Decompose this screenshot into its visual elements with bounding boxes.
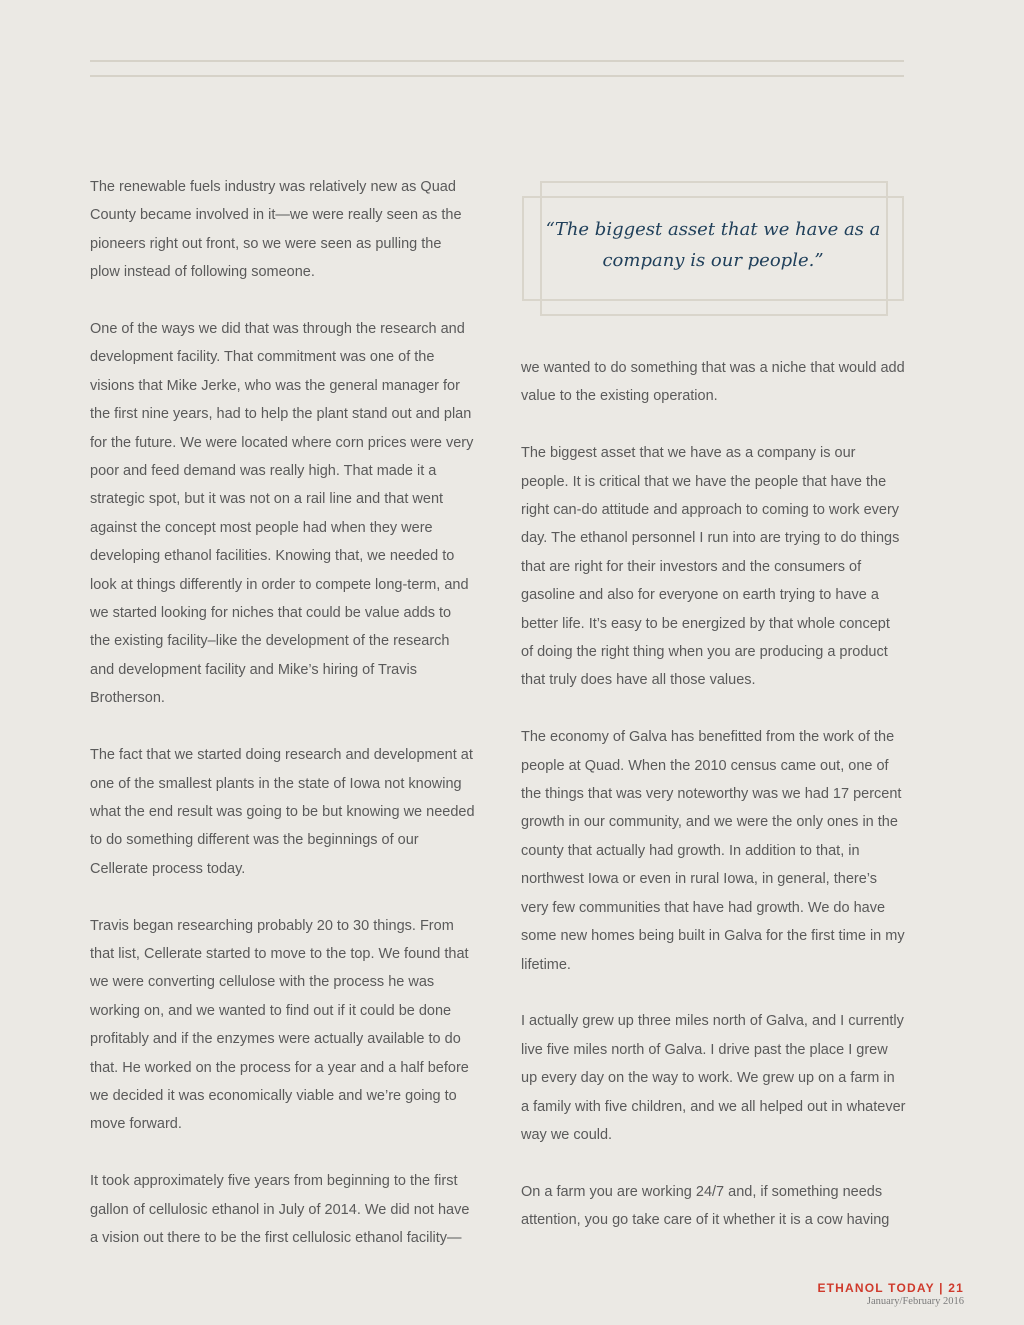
- paragraph: The fact that we started doing research and development at one of the smallest plants in the state of Iowa not knowing what the end result was going to be but knowing we needed to do something different was the beginnings of our Cellerate process today.: [90, 747, 475, 877]
- paragraph: On a farm you are working 24/7 and, if something needs attention, you go take care of it whether it is a cow having: [521, 1183, 890, 1229]
- paragraph: I actually grew up three miles north of Galva, and I currently live five miles north of Galva. I drive past the place I grew up every day on the way to work. We grew up on a farm in a family with five children, and we all helped out in whatever way we could.: [521, 1013, 906, 1143]
- paragraph: The biggest asset that we have as a company is our people. It is critical that we have the people that have the right can-do attitude and approach to coming to work every day. The ethanol personnel I run into are trying to do things that are right for their investors and the consumers of gasoline and also for everyone on earth trying to have a better life. It’s easy to be energized by that whole concept of doing the right thing when you are producing a product that truly does have all those values.: [521, 445, 900, 689]
- pull-quote-text: “The biggest asset that we have as a company is our people.”: [545, 219, 881, 271]
- paragraph: we wanted to do something that was a niche that would add value to the existing operation.: [521, 360, 905, 405]
- paragraph: It took approximately five years from beginning to the first gallon of cellulosic ethanol in July of 2014. We did not have a vision out there to be the first cellulosic ethanol facility—: [90, 1173, 470, 1246]
- paragraph: Travis began researching probably 20 to 30 things. From that list, Cellerate started to move to the top. We found that we were converting cellulose with the process he was working on, and we wanted to find out if it could be done profitably and if the enzymes were actually available to do that. He worked on the process for a year and a half before we decided it was economically viable and we’re going to move forward.: [90, 917, 469, 1133]
- publication-page-number: ETHANOL TODAY | 21: [817, 1281, 964, 1295]
- paragraph: The renewable fuels industry was relatively new as Quad County became involved in it—we were really seen as the pioneers right out front, so we were seen as pulling the plow instead of following someone.: [90, 179, 462, 281]
- header-rule-bottom: [90, 75, 904, 77]
- pull-quote-box: [522, 181, 904, 316]
- paragraph: One of the ways we did that was through the research and development facility. That commitment was one of the visions that Mike Jerke, who was the general manager for the first nine years, had to help the plant stand out and plan for the future. We were located where corn prices were very poor and feed demand was really high. That made it a strategic spot, but it was not on a rail line and that went against the concept most people had when they were developing ethanol facilities. Knowing that, we needed to look at things differently in order to compete long-term, and we started looking for niches that could be value adds to the existing facility–like the development of the research and development facility and Mike’s hiring of Travis Brotherson.: [90, 321, 474, 707]
- paragraph: The economy of Galva has benefitted from the work of the people at Quad. When the 2010 census came out, one of the things that was very noteworthy was we had 17 percent growth in our community, and we were the only ones in the county that actually had growth. In addition to that, in northwest Iowa or even in rural Iowa, in general, there’s very few communities that have had growth. We do have some new homes being built in Galva for the first time in my lifetime.: [521, 729, 905, 973]
- left-column: [90, 173, 475, 1281]
- header-rule-top: [90, 60, 904, 62]
- issue-date: January/February 2016: [866, 1296, 964, 1307]
- page-footer: [817, 1281, 964, 1307]
- right-column: [521, 354, 906, 1263]
